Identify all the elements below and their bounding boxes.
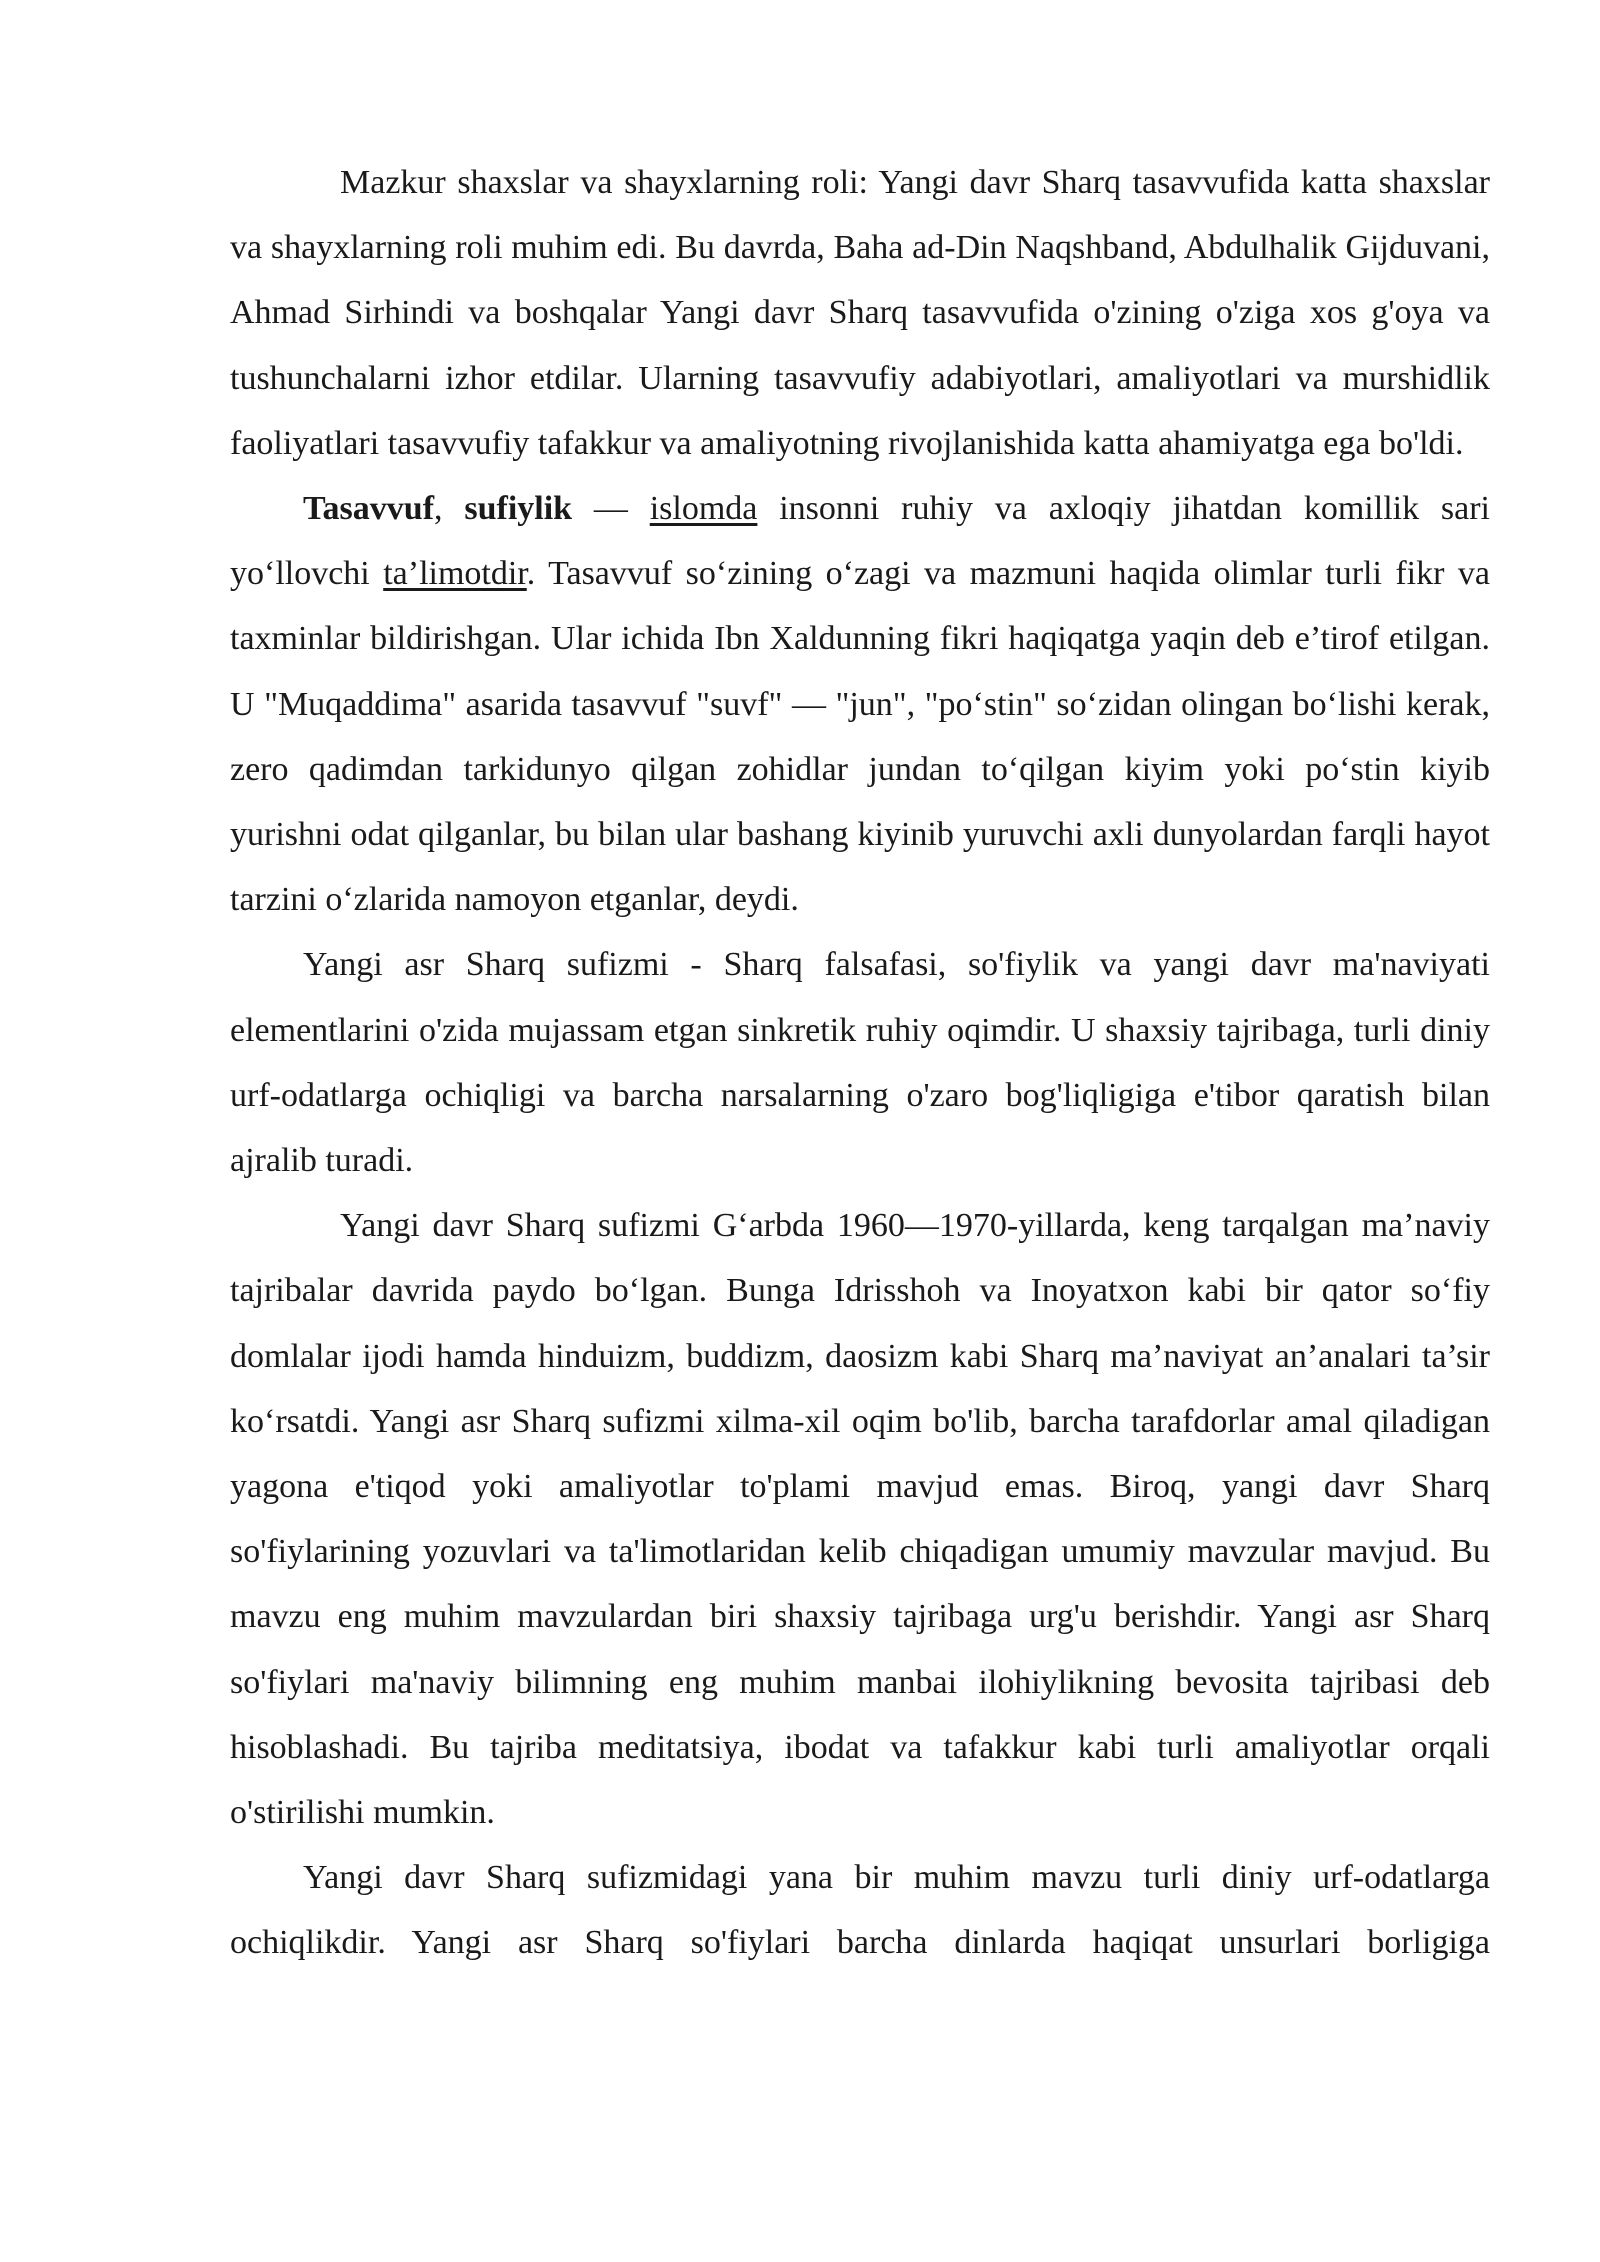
paragraph-new-age-sufism: Yangi asr Sharq sufizmi - Sharq falsafasi, so'fiylik va yangi davr ma'naviyati elementlarini o'zida mujassam etgan sinkretik ruhiy oqimdir. U shaxsiy tajribaga, turli diniy urf-odatlarga ochiqligi va barcha narsalarning o'zaro bog'liqligiga e'tibor qaratish bilan ajralib turadi. <box>230 946 1490 1180</box>
link-islomda[interactable]: islomda <box>649 490 758 528</box>
paragraph-openness-theme: Yangi davr Sharq sufizmidagi yana bir muhim mavzu turli diniy urf-odatlarga ochiqlikdir. Yangi asr Sharq so'fiylari barcha dinlarda haqiqat unsurlari borligiga <box>230 1859 1490 1962</box>
paragraph-text-segment: . Tasavvuf so‘zining o‘zagi va mazmuni haqida olimlar turli fikr va taxminlar bildirishgan. Ular ichida Ibn Xaldunning fikri haqiqatga yaqin deb e’tirof etilgan. U "Muqaddima" asarida tasavvuf "suvf" — "jun", "po‘stin" so‘zidan olingan bo‘lishi kerak, zero qadimdan tarkidunyo qilgan zohidlar jundan to‘qilgan kiyim yoki po‘stin kiyib yurishni odat qilganlar, bu bilan ular bashang kiyinib yuruvchi axli dunyolardan farqli hayot tarzini o‘zlarida namoyon etganlar, deydi. <box>230 555 1490 919</box>
link-talimotdir[interactable]: ta’limotdir <box>383 555 527 593</box>
em-dash: — <box>572 490 650 528</box>
document-page <box>230 150 1490 1976</box>
paragraph-western-emergence: Yangi davr Sharq sufizmi G‘arbda 1960—1970-yillarda, keng tarqalgan ma’naviy tajribalar davrida paydo bo‘lgan. Bunga Idrisshoh va Inoyatxon kabi bir qator so‘fiy domlalar ijodi hamda hinduizm, buddizm, daosizm kabi Sharq ma’naviyat an’analari ta’sir ko‘rsatdi. Yangi asr Sharq sufizmi xilma-xil oqim bo'lib, barcha tarafdorlar amal qiladigan yagona e'tiqod yoki amaliyotlar to'plami mavjud emas. Biroq, yangi davr Sharq so'fiylarining yozuvlari va ta'limotlaridan kelib chiqadigan umumiy mavzular mavjud. Bu mavzu eng muhim mavzulardan biri shaxsiy tajribaga urg'u berishdir. Yangi asr Sharq so'fiylari ma'naviy bilimning eng muhim manbai ilohiylikning bevosita tajribasi deb hisoblashadi. Bu tajriba meditatsiya, ibodat va tafakkur kabi turli amaliyotlar orqali o'stirilishi mumkin. <box>230 1207 1490 1832</box>
paragraph-tasavvuf-definition <box>230 476 1490 932</box>
paragraph-shaykhs-role: Mazkur shaxslar va shayxlarning roli: Yangi davr Sharq tasavvufida katta shaxslar va shayxlarning roli muhim edi. Bu davrda, Baha ad-Din Naqshband, Abdulhalik Gijduvani, Ahmad Sirhindi va boshqalar Yangi davr Sharq tasavvufida o'zining o'ziga xos g'oya va tushunchalarni izhor etdilar. Ularning tasavvufiy adabiyotlari, amaliyotlari va murshidlik faoliyatlari tasavvufiy tafakkur va amaliyotning rivojlanishida katta ahamiyatga ega bo'ldi. <box>230 164 1490 462</box>
paragraph-text-segment: insonni ruhiy va axloqiy jihatdan komillik sari yo‘llovchi <box>230 490 1491 593</box>
term-sufiylik: sufiylik <box>464 490 573 528</box>
term-tasavvuf: Tasavvuf <box>303 490 435 528</box>
term-separator: , <box>434 490 465 528</box>
